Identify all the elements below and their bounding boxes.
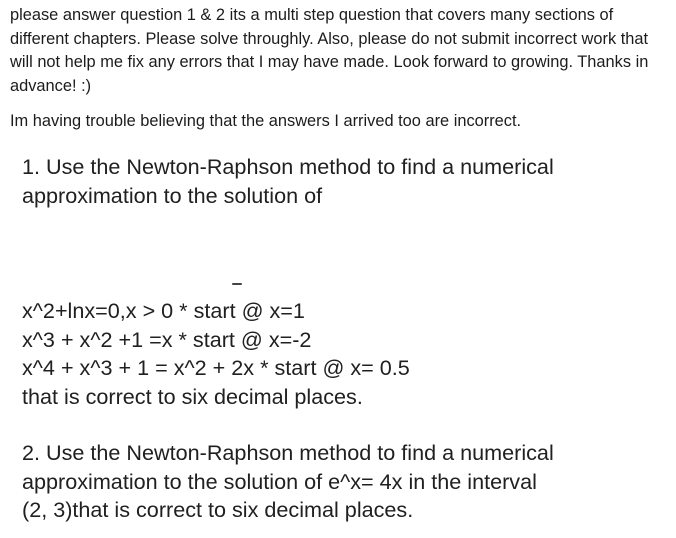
question-1-line-2: approximation to the solution of <box>22 182 323 208</box>
intro-text: please answer question 1 & 2 its a multi step question that covers many sections of different chapters. Please solve throughly. Also, please do not submit incorrect work that will not help me fix any errors that I may have made. Look forward to growing. Thanks in advance! :) <box>10 6 649 95</box>
question-2-line-3: (2, 3)that is correct to six decimal places. <box>22 497 414 522</box>
equation-1: x^2+lnx=0,x > 0 * start @ x=1 <box>22 298 305 323</box>
question-2-prompt <box>22 439 667 525</box>
question-intro <box>10 4 670 98</box>
equation-3: x^4 + x^3 + 1 = x^2 + 2x * start @ x= 0.5 <box>22 355 410 380</box>
stray-mark <box>232 283 242 285</box>
question-1-equations <box>22 297 667 411</box>
question-2-line-2: approximation to the solution of e^x= 4x in the interval <box>22 468 537 494</box>
question-note: Im having trouble believing that the answers I arrived too are incorrect. <box>10 112 522 130</box>
question-1-line-1: 1. Use the Newton-Raphson method to find a numerical <box>22 154 554 179</box>
question-1-prompt <box>22 153 667 210</box>
question-2-line-1: 2. Use the Newton-Raphson method to find a numerical <box>22 440 554 465</box>
equation-2: x^3 + x^2 +1 =x * start @ x=-2 <box>22 326 312 352</box>
question-1-closing: that is correct to six decimal places. <box>22 383 363 409</box>
